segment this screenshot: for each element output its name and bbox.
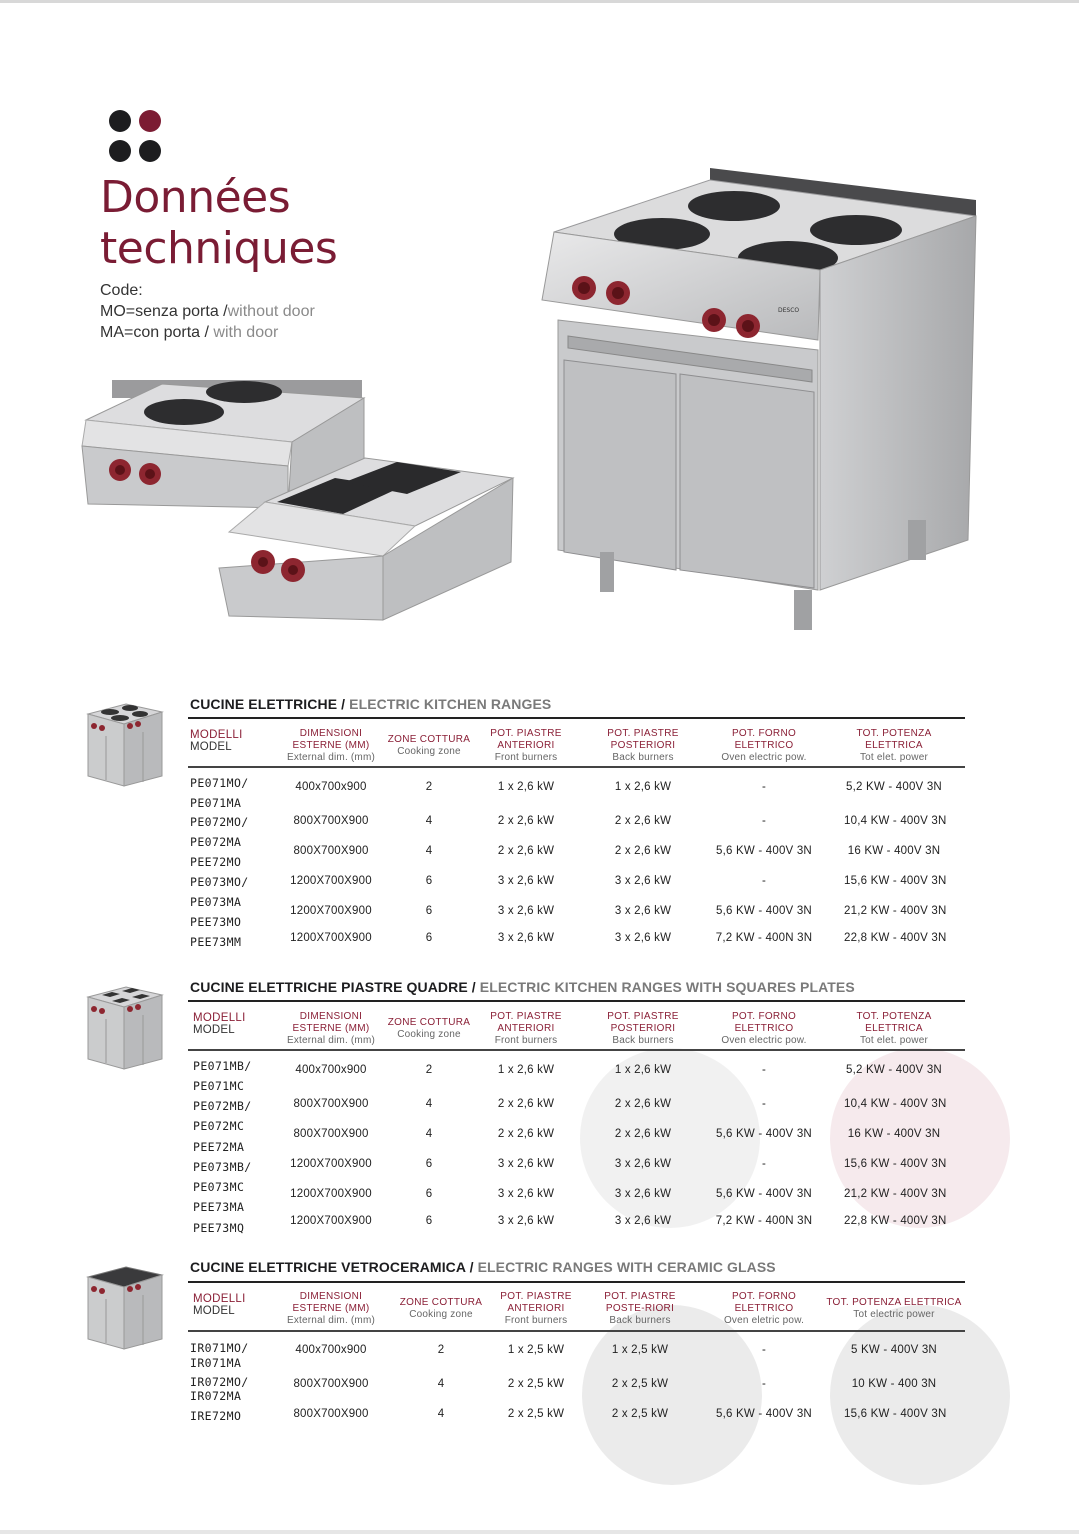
- col-header-front: [494, 1291, 578, 1327]
- cell-zone: 6: [425, 1215, 433, 1227]
- cell-front: 2 x 2,5 kW: [507, 1378, 565, 1390]
- cell-front: 1 x 2,6 kW: [497, 1064, 555, 1076]
- cell-tot: 5,2 KW - 400V 3N: [846, 1064, 942, 1076]
- cell-oven: 7,2 KW - 400N 3N: [715, 932, 813, 944]
- electric-range-oven-illustration: [538, 160, 988, 640]
- cell-tot: 15,6 KW - 400V 3N: [844, 875, 947, 887]
- col-header-tot-it: TOT. POTENZA ELETTRICA: [856, 728, 932, 751]
- brand-dots-logo: [109, 110, 163, 164]
- model-code: PE071MO/: [190, 776, 249, 790]
- col-header-oven-en: Oven electric pow.: [721, 752, 807, 763]
- col-header-tot-en: Tot elet. power: [859, 752, 929, 763]
- col-header-back-en: Back burners: [609, 1315, 671, 1326]
- col-header-dim-en: External dim. (mm): [286, 1315, 376, 1326]
- col-header-tot-en: Tot elet. power: [859, 1035, 929, 1046]
- cell-tot: 10 KW - 400 3N: [851, 1378, 937, 1390]
- logo-dot: [109, 140, 131, 162]
- col-header-dim: [276, 1291, 386, 1327]
- cell-tot: 22,8 KW - 400V 3N: [844, 932, 947, 944]
- col-header-oven-it: POT. FORNO ELETTRICO: [731, 1291, 797, 1314]
- cell-back: 3 x 2,6 kW: [614, 905, 672, 917]
- col-header-oven: [710, 1011, 818, 1047]
- col-header-zone: [386, 1017, 472, 1041]
- cell-dim: 800X700X900: [293, 1098, 369, 1110]
- cell-oven: -: [761, 1378, 767, 1390]
- col-header-zone-en: Cooking zone: [409, 1309, 473, 1320]
- cell-back: 3 x 2,6 kW: [614, 932, 672, 944]
- cell-front: 3 x 2,6 kW: [497, 875, 555, 887]
- col-header-front: [484, 1011, 568, 1047]
- code-ma-it: MA=con porta /: [100, 324, 214, 341]
- model-code: PE072MA: [190, 835, 242, 849]
- col-header-dim-it: DIMENSIONI ESTERNE (MM): [292, 1291, 370, 1314]
- cell-front: 3 x 2,6 kW: [497, 905, 555, 917]
- code-ma-en: with door: [213, 324, 279, 341]
- cell-front: 3 x 2,6 kW: [497, 1215, 555, 1227]
- cell-dim: 1200X700X900: [290, 1215, 372, 1227]
- col-header-dim-it: DIMENSIONI ESTERNE (MM): [292, 1011, 370, 1034]
- col-header-back: [599, 728, 687, 764]
- col-header-back-en: Back burners: [612, 1035, 674, 1046]
- cell-dim: 1200X700X900: [290, 905, 372, 917]
- section-title-en: ELECTRIC KITCHEN RANGES: [349, 696, 552, 712]
- cell-oven: -: [761, 875, 767, 887]
- col-header-zone-it: ZONE COTTURA: [387, 1017, 471, 1028]
- cell-dim: 400x700x900: [295, 1064, 367, 1076]
- col-header-zone-en: Cooking zone: [397, 1029, 461, 1040]
- cell-tot: 10,4 KW - 400V 3N: [844, 1098, 947, 1110]
- col-header-zone-it: ZONE COTTURA: [387, 734, 471, 745]
- model-code: IRE72MO: [190, 1409, 242, 1423]
- section-top-rule: [188, 717, 965, 719]
- cell-back: 2 x 2,5 kW: [611, 1378, 669, 1390]
- model-code: PE072MB/: [193, 1099, 252, 1113]
- model-code: PE073MO/: [190, 875, 249, 889]
- cell-oven: -: [761, 1344, 767, 1356]
- cell-oven: 5,6 KW - 400V 3N: [716, 1128, 812, 1140]
- cell-zone: 4: [437, 1378, 445, 1390]
- model-code: IR072MO/: [190, 1375, 249, 1389]
- section-title-en: ELECTRIC KITCHEN RANGES WITH SQUARES PLATES: [479, 979, 855, 995]
- cell-back: 1 x 2,5 kW: [611, 1344, 669, 1356]
- col-header-zone: [386, 734, 472, 758]
- code-ma: [100, 322, 315, 343]
- cell-zone: 6: [425, 875, 433, 887]
- cell-back: 1 x 2,6 kW: [614, 1064, 672, 1076]
- cell-zone: 4: [425, 815, 433, 827]
- section-square-plate-ranges: [80, 979, 970, 1239]
- logo-dot: [109, 110, 131, 132]
- model-code: IR071MA: [190, 1356, 242, 1370]
- col-header-model-it: MODELLI: [193, 1293, 246, 1305]
- cell-tot: 16 KW - 400V 3N: [847, 1128, 941, 1140]
- col-header-model: [193, 1012, 273, 1036]
- section-title-it: CUCINE ELETTRICHE VETROCERAMICA /: [190, 1259, 478, 1275]
- cell-tot: 10,4 KW - 400V 3N: [844, 815, 947, 827]
- cell-dim: 1200X700X900: [290, 1158, 372, 1170]
- cell-back: 3 x 2,6 kW: [614, 875, 672, 887]
- cell-zone: 6: [425, 1188, 433, 1200]
- col-header-zone-en: Cooking zone: [397, 746, 461, 757]
- col-header-front-it: POT. PIASTRE ANTERIORI: [490, 1011, 562, 1034]
- cell-oven: 5,6 KW - 400V 3N: [716, 1408, 812, 1420]
- cell-dim: 400x700x900: [295, 1344, 367, 1356]
- cell-back: 3 x 2,6 kW: [614, 1215, 672, 1227]
- col-header-dim: [276, 1011, 386, 1047]
- col-header-oven-en: Oven electric pow.: [721, 1035, 807, 1046]
- cell-oven: -: [761, 815, 767, 827]
- cell-tot: 16 KW - 400V 3N: [847, 845, 941, 857]
- cell-zone: 2: [425, 781, 433, 793]
- col-header-back: [599, 1011, 687, 1047]
- col-header-back: [584, 1291, 696, 1327]
- cell-tot: 5 KW - 400V 3N: [851, 1344, 937, 1356]
- cell-zone: 4: [437, 1408, 445, 1420]
- cell-front: 3 x 2,6 kW: [497, 932, 555, 944]
- cell-back: 2 x 2,6 kW: [614, 1128, 672, 1140]
- model-code: PE073MA: [190, 895, 242, 909]
- col-header-tot-it: TOT. POTENZA ELETTRICA: [826, 1297, 962, 1308]
- col-header-dim: [276, 728, 386, 764]
- cell-zone: 4: [425, 1098, 433, 1110]
- col-header-oven: [710, 728, 818, 764]
- model-code: PE071MB/: [193, 1059, 252, 1073]
- model-code: PEE72MO: [190, 855, 242, 869]
- cell-front: 3 x 2,6 kW: [497, 1158, 555, 1170]
- page-title-line2: techniques: [100, 223, 338, 274]
- top-border: [0, 0, 1079, 3]
- section-top-rule: [188, 1000, 965, 1002]
- model-code: PEE73MA: [193, 1200, 245, 1214]
- square-plate-top-unit-illustration: [215, 452, 515, 627]
- cell-back: 3 x 2,6 kW: [614, 1188, 672, 1200]
- model-code: PEE73MQ: [193, 1221, 245, 1235]
- section-ceramic-glass-ranges: [80, 1259, 970, 1439]
- col-header-tot-it: TOT. POTENZA ELETTRICA: [856, 1011, 932, 1034]
- model-code: IR071MO/: [190, 1341, 249, 1355]
- col-header-front: [484, 728, 568, 764]
- col-header-front-en: Front burners: [504, 1315, 568, 1326]
- brand-plate-label: DESCO: [778, 307, 800, 314]
- cell-back: 3 x 2,6 kW: [614, 1158, 672, 1170]
- cell-zone: 2: [437, 1344, 445, 1356]
- section-top-rule: [188, 1281, 965, 1283]
- cell-zone: 2: [425, 1064, 433, 1076]
- cell-zone: 6: [425, 1158, 433, 1170]
- range-thumbnail-icon: [80, 979, 166, 1079]
- model-code: PE072MO/: [190, 815, 249, 829]
- cell-oven: -: [761, 1064, 767, 1076]
- cell-back: 2 x 2,5 kW: [611, 1408, 669, 1420]
- cell-front: 2 x 2,6 kW: [497, 845, 555, 857]
- col-header-front-it: POT. PIASTRE ANTERIORI: [490, 728, 562, 751]
- cell-front: 1 x 2,5 kW: [507, 1344, 565, 1356]
- header-rule: [188, 1330, 965, 1332]
- col-header-tot-en: Tot electric power: [853, 1309, 935, 1320]
- bottom-border: [0, 1530, 1079, 1534]
- cell-oven: -: [761, 1158, 767, 1170]
- cell-back: 2 x 2,6 kW: [614, 845, 672, 857]
- model-code: PE073MC: [193, 1180, 245, 1194]
- col-header-model: [193, 1293, 273, 1317]
- cell-tot: 21,2 KW - 400V 3N: [844, 1188, 947, 1200]
- col-header-dim-en: External dim. (mm): [286, 752, 376, 763]
- cell-dim: 800X700X900: [293, 1128, 369, 1140]
- model-code: PEE72MA: [193, 1140, 245, 1154]
- header-rule: [188, 1049, 965, 1051]
- col-header-oven-en: Oven eletric pow.: [723, 1315, 805, 1326]
- col-header-back-en: Back burners: [612, 752, 674, 763]
- page-title: [100, 172, 337, 274]
- cell-tot: 5,2 KW - 400V 3N: [846, 781, 942, 793]
- col-header-oven-it: POT. FORNO ELETTRICO: [731, 728, 797, 751]
- cell-dim: 800X700X900: [293, 1408, 369, 1420]
- col-header-dim-it: DIMENSIONI ESTERNE (MM): [292, 728, 370, 751]
- col-header-tot: [844, 1011, 944, 1047]
- col-header-dim-en: External dim. (mm): [286, 1035, 376, 1046]
- col-header-oven-it: POT. FORNO ELETTRICO: [731, 1011, 797, 1034]
- cell-zone: 6: [425, 905, 433, 917]
- cell-dim: 800X700X900: [293, 1378, 369, 1390]
- col-header-back-it: POT. PIASTRE POSTERIORI: [607, 728, 679, 751]
- col-header-model-en: MODEL: [193, 1024, 235, 1036]
- col-header-front-it: POT. PIASTRE ANTERIORI: [500, 1291, 572, 1314]
- logo-dot-accent: [139, 110, 161, 132]
- model-code: PE071MA: [190, 796, 242, 810]
- cell-oven: 7,2 KW - 400N 3N: [715, 1215, 813, 1227]
- code-legend: [100, 280, 315, 343]
- section-electric-ranges: [80, 696, 970, 956]
- cell-dim: 1200X700X900: [290, 932, 372, 944]
- logo-dot: [139, 140, 161, 162]
- cell-front: 2 x 2,5 kW: [507, 1408, 565, 1420]
- cell-zone: 6: [425, 932, 433, 944]
- cell-oven: 5,6 KW - 400V 3N: [716, 905, 812, 917]
- col-header-model-en: MODEL: [190, 741, 232, 753]
- section-title: [190, 1259, 776, 1275]
- col-header-model: [190, 729, 270, 753]
- col-header-model-en: MODEL: [193, 1305, 235, 1317]
- cell-tot: 21,2 KW - 400V 3N: [844, 905, 947, 917]
- col-header-oven: [710, 1291, 818, 1327]
- cell-tot: 15,6 KW - 400V 3N: [844, 1158, 947, 1170]
- cell-tot: 22,8 KW - 400V 3N: [844, 1215, 947, 1227]
- section-title-en: ELECTRIC RANGES WITH CERAMIC GLASS: [477, 1259, 776, 1275]
- code-mo-it: MO=senza porta /: [100, 303, 228, 320]
- cell-front: 2 x 2,6 kW: [497, 1128, 555, 1140]
- cell-dim: 1200X700X900: [290, 1188, 372, 1200]
- header-rule: [188, 766, 965, 768]
- model-code: PEE73MM: [190, 935, 242, 949]
- model-code: PE071MC: [193, 1079, 245, 1093]
- cell-back: 1 x 2,6 kW: [614, 781, 672, 793]
- cell-front: 2 x 2,6 kW: [497, 815, 555, 827]
- col-header-model-it: MODELLI: [190, 729, 243, 741]
- col-header-tot: [844, 728, 944, 764]
- col-header-zone-it: ZONE COTTURA: [399, 1297, 483, 1308]
- model-code: IR072MA: [190, 1389, 242, 1403]
- col-header-model-it: MODELLI: [193, 1012, 246, 1024]
- cell-front: 3 x 2,6 kW: [497, 1188, 555, 1200]
- cell-oven: 5,6 KW - 400V 3N: [716, 845, 812, 857]
- model-code: PEE73MO: [190, 915, 242, 929]
- cell-oven: -: [761, 781, 767, 793]
- cell-dim: 1200X700X900: [290, 875, 372, 887]
- cell-zone: 4: [425, 1128, 433, 1140]
- cell-dim: 800X700X900: [293, 845, 369, 857]
- cell-zone: 4: [425, 845, 433, 857]
- col-header-zone: [398, 1297, 484, 1321]
- page-title-line1: Données: [100, 172, 291, 223]
- cell-back: 2 x 2,6 kW: [614, 1098, 672, 1110]
- model-code: PE073MB/: [193, 1160, 252, 1174]
- code-label: Code:: [100, 282, 143, 299]
- cell-front: 2 x 2,6 kW: [497, 1098, 555, 1110]
- section-title: [190, 979, 855, 995]
- cell-tot: 15,6 KW - 400V 3N: [844, 1408, 947, 1420]
- col-header-back-it: POT. PIASTRE POSTERIORI: [607, 1011, 679, 1034]
- cell-oven: -: [761, 1098, 767, 1110]
- cell-dim: 800X700X900: [293, 815, 369, 827]
- range-thumbnail-icon: [80, 1259, 166, 1359]
- code-mo: [100, 301, 315, 322]
- col-header-front-en: Front burners: [494, 1035, 558, 1046]
- col-header-back-it: POT. PIASTRE POSTE-RIORI: [604, 1291, 676, 1314]
- col-header-front-en: Front burners: [494, 752, 558, 763]
- cell-dim: 400x700x900: [295, 781, 367, 793]
- cell-oven: 5,6 KW - 400V 3N: [716, 1188, 812, 1200]
- section-title-it: CUCINE ELETTRICHE PIASTRE QUADRE /: [190, 979, 480, 995]
- section-title-it: CUCINE ELETTRICHE /: [190, 696, 350, 712]
- model-code: PE072MC: [193, 1119, 245, 1133]
- cell-back: 2 x 2,6 kW: [614, 815, 672, 827]
- code-mo-en: without door: [227, 303, 315, 320]
- range-thumbnail-icon: [80, 696, 166, 796]
- section-title: [190, 696, 551, 712]
- col-header-tot: [824, 1297, 964, 1321]
- cell-front: 1 x 2,6 kW: [497, 781, 555, 793]
